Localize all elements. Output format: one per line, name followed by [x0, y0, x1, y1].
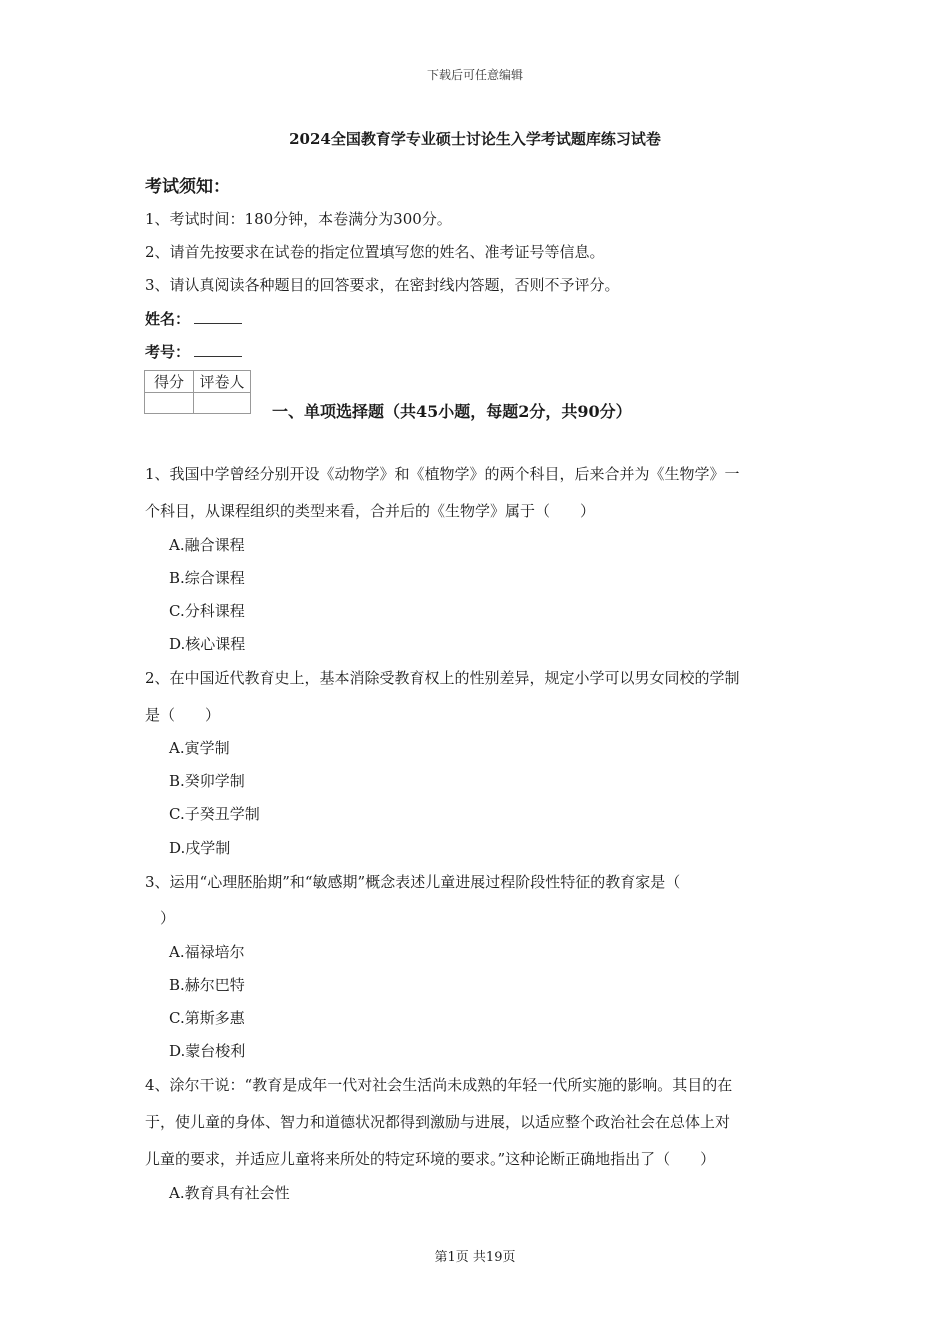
question-3-option-c[interactable]: C.第斯多惠: [169, 1009, 245, 1027]
notice-item: 3、请认真阅读各种题目的回答要求，在密封线内答题，否则不予评分。: [145, 276, 620, 294]
question-3-line: ）: [145, 909, 176, 927]
grader-header: 评卷人: [194, 371, 251, 393]
question-1-option-a[interactable]: A.融合课程: [169, 536, 245, 554]
question-3-option-a[interactable]: A.福禄培尔: [169, 943, 245, 961]
page-footer: 第1页 共19页: [434, 1250, 516, 1265]
exam-number-label: 考号：: [145, 343, 191, 361]
question-1-option-c[interactable]: C.分科课程: [169, 602, 245, 620]
question-2-option-a[interactable]: A.寅学制: [169, 739, 230, 757]
exam-number-field: [145, 341, 242, 362]
question-4-option-a[interactable]: A.教育具有社会性: [169, 1184, 290, 1202]
question-4-line: 儿童的要求，并适应儿童将来所处的特定环境的要求。”这种论断正确地指出了（ ）: [145, 1150, 716, 1168]
name-blank[interactable]: [194, 309, 242, 324]
question-3-option-d[interactable]: D.蒙台梭利: [169, 1042, 246, 1060]
notice-heading: 考试须知：: [145, 177, 230, 197]
question-2-option-c[interactable]: C.子癸丑学制: [169, 805, 260, 823]
header-note: 下载后可任意编辑: [426, 68, 523, 82]
name-label: 姓名：: [145, 310, 191, 328]
name-field: [145, 308, 242, 329]
grader-cell[interactable]: [194, 393, 251, 414]
section-title: 一、单项选择题（共45小题，每题2分，共90分）: [272, 402, 632, 421]
document-title: 2024全国教育学专业硕士讨论生入学考试题库练习试卷: [289, 130, 661, 148]
score-header: 得分: [145, 371, 194, 393]
question-1-line: 1、我国中学曾经分别开设《动物学》和《植物学》的两个科目，后来合并为《生物学》一: [145, 465, 740, 483]
exam-number-blank[interactable]: [194, 342, 242, 357]
question-4-line: 4、涂尔干说：“教育是成年一代对社会生活尚未成熟的年轻一代所实施的影响。其目的在: [145, 1076, 733, 1094]
question-4-line: 于，使儿童的身体、智力和道德状况都得到激励与进展，以适应整个政治社会在总体上对: [145, 1113, 731, 1131]
question-2-option-d[interactable]: D.戌学制: [169, 839, 231, 857]
notice-item: 1、考试时间：180分钟，本卷满分为300分。: [145, 210, 452, 228]
question-1-line: 个科目，从课程组织的类型来看，合并后的《生物学》属于（ ）: [145, 502, 596, 520]
question-1-option-b[interactable]: B.综合课程: [169, 569, 245, 587]
notice-item: 2、请首先按要求在试卷的指定位置填写您的姓名、准考证号等信息。: [145, 243, 605, 261]
score-table: [144, 370, 251, 414]
score-cell[interactable]: [145, 393, 194, 414]
question-3-line: 3、运用“心理胚胎期”和“敏感期”概念表述儿童进展过程阶段性特征的教育家是（: [145, 873, 681, 891]
question-1-option-d[interactable]: D.核心课程: [169, 635, 246, 653]
question-2-line: 2、在中国近代教育史上，基本消除受教育权上的性别差异，规定小学可以男女同校的学制: [145, 669, 740, 687]
question-2-line: 是（ ）: [145, 706, 221, 724]
question-2-option-b[interactable]: B.癸卯学制: [169, 772, 245, 790]
question-3-option-b[interactable]: B.赫尔巴特: [169, 976, 245, 994]
